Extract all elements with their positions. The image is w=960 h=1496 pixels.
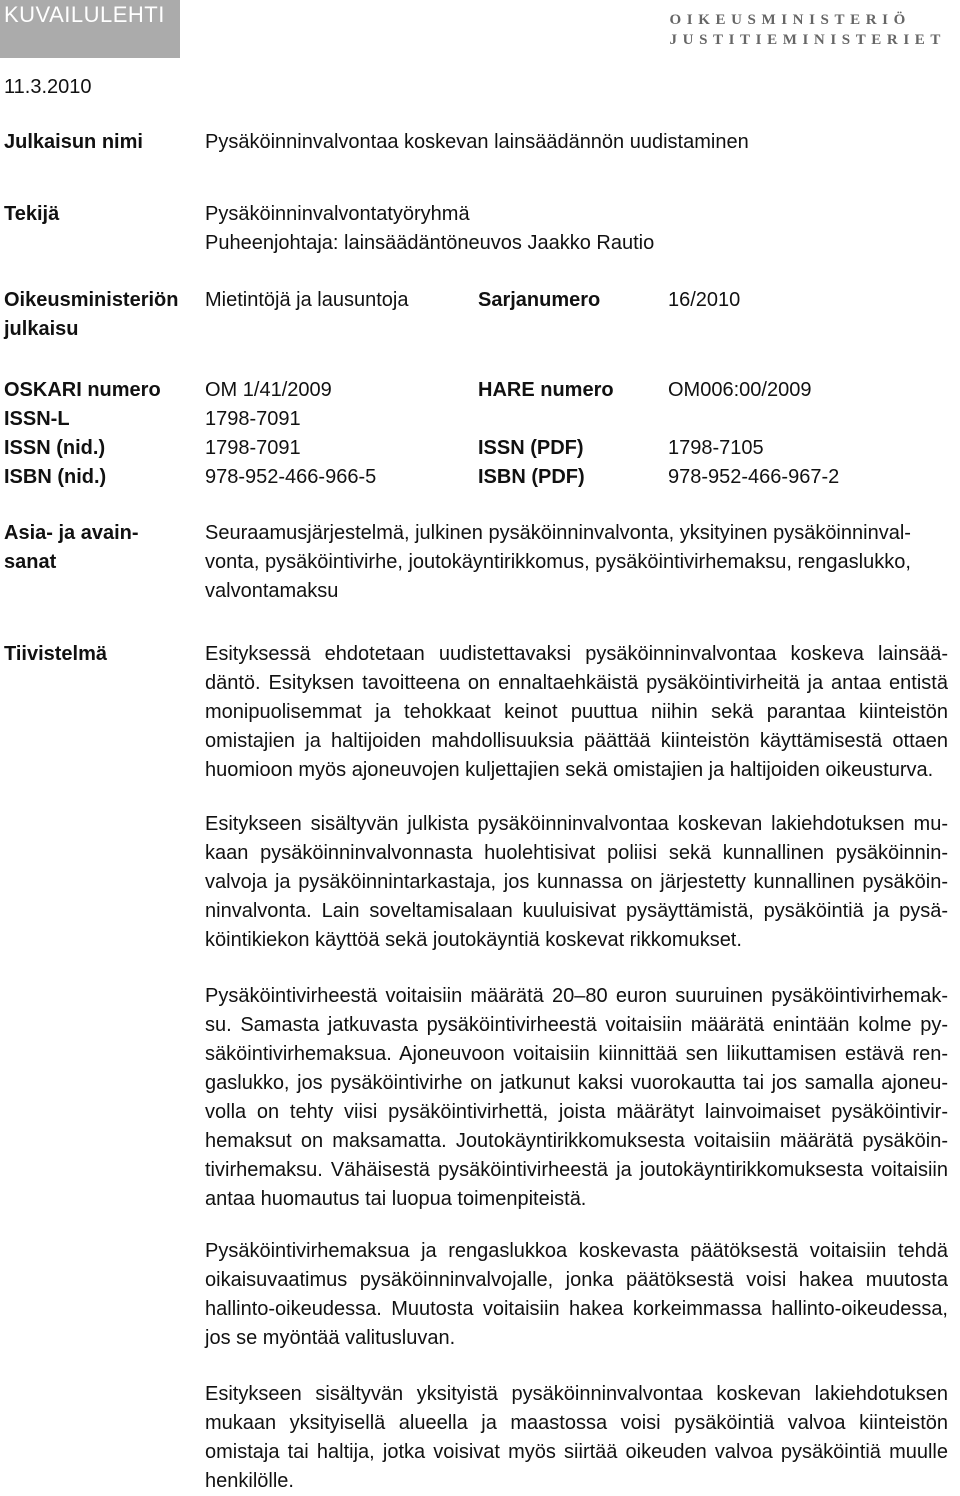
author-line-1: Pysäköinninvalvontatyöryhmä [205,203,470,225]
issn-pdf-label: ISSN (PDF) [478,437,584,459]
issnl-value: 1798-7091 [205,408,301,430]
abstract-paragraph-1: Esityksessä ehdotetaan uudistettavaksi pysäköinninvalvontaa koskeva lainsää-däntö. Esityksen tavoitteena on ennaltaehkäistä pysäköintivirheitä ja antaa entistä monipuolisemmat ja tehokkaat keinot puuttua niihin sekä parantaa kiinteistön omistajien ja haltijoiden mahdollisuuksia päättää kiinteistön käyttämisestä ottaen huomioon myös ajoneuvojen kuljettajien sekä omistajien ja haltijoiden oikeusturva. [205,643,948,781]
isbn-pdf-label: ISBN (PDF) [478,466,585,488]
abstract-paragraph-4: Pysäköintivirhemaksua ja rengaslukkoa koskevasta päätöksestä voitaisiin tehdä oikaisuvaatimus pysäköinninvalvojalle, jonka päätöksestä voisi hakea muutosta hallinto-oikeudessa. Muutosta voitaisiin hakea korkeimmassa hallinto-oikeudessa, jos se myöntää valitusluvan. [205,1240,948,1349]
document-date: 11.3.2010 [4,76,92,98]
series-number-label: Sarjanumero [478,289,601,311]
publication-name-value: Pysäköinninvalvontaa koskevan lainsäädännön uudistaminen [205,131,749,153]
issn-value: 1798-7091 [205,437,301,459]
issnl-label: ISSN-L [4,408,70,430]
isbn-label: ISBN (nid.) [4,466,107,488]
keywords-line-1: Seuraamusjärjestelmä, julkinen pysäköinninvalvonta, yksityinen pysäköinninval- [205,522,911,544]
keywords-label-line-2: sanat [4,551,57,573]
series-number-value: 16/2010 [668,289,741,311]
publication-name-label: Julkaisun nimi [4,131,143,153]
issn-label: ISSN (nid.) [4,437,106,459]
oskari-value: OM 1/41/2009 [205,379,332,401]
isbn-pdf-value: 978-952-466-967-2 [668,466,840,488]
issn-pdf-value: 1798-7105 [668,437,764,459]
author-label: Tekijä [4,203,60,225]
doc-type-title: KUVAILULEHTI [4,2,165,27]
ministry-name-fi: OIKEUSMINISTERIÖ [669,12,911,28]
oskari-label: OSKARI numero [4,379,161,401]
abstract-paragraph-2: Esitykseen sisältyvän julkista pysäköinninvalvontaa koskevan lakiehdotuksen mu-kaan pysäköinninvalvonnasta huolehtisivat poliisi sekä kunnallinen pysäköinnin-valvoja ja pysäköinnintarkastaja, jos kunnassa on järjestetty kunnallinen pysäköin-ninvalvonta. Lain soveltamisalaan kuuluisivat pysäyttämistä, pysäköintiä ja pysä-köintikiekon käyttöä sekä joutokäyntiä koskevat rikkomukset. [205,813,948,951]
isbn-value: 978-952-466-966-5 [205,466,377,488]
hare-label: HARE numero [478,379,614,401]
keywords-line-3: valvontamaksu [205,580,339,602]
series-value: Mietintöjä ja lausuntoja [205,289,409,311]
keywords-line-2: vonta, pysäköintivirhe, joutokäyntirikkomus, pysäköintivirhemaksu, rengaslukko, [205,551,911,573]
hare-value: OM006:00/2009 [668,379,812,401]
doc-type-banner [0,0,180,58]
author-line-2: Puheenjohtaja: lainsäädäntöneuvos Jaakko Rautio [205,232,655,254]
abstract-paragraph-5: Esitykseen sisältyvän yksityistä pysäköinninvalvontaa koskevan lakiehdotuksen mukaan yksityisellä alueella ja maastossa voisi pysäköintiä valvoa kiinteistön omistaja tai haltija, jotka voisivat myös siirtää oikeuden valvoa pysäköintiä muulle henkilölle. [205,1383,948,1492]
series-label-line-2: julkaisu [4,318,79,340]
abstract-label: Tiivistelmä [4,643,108,665]
series-label-line-1: Oikeusministeriön [4,289,179,311]
ministry-name-sv: JUSTITIEMINISTERIET [669,32,946,48]
abstract-paragraph-3: Pysäköintivirheestä voitaisiin määrätä 20–80 euron suuruinen pysäköintivirhemak-su. Samasta jatkuvasta pysäköintivirheestä voitaisiin määrätä enintään kolme py-säköintivirhemaksua. Ajoneuvoon voitaisiin kiinnittää sen liikuttamisen estävä ren-gaslukko, jos pysäköintivirhe on jatkunut kaksi vuorokautta tai jos samalla ajoneu-volla on tehty viisi pysäköintivirhettä, joista määrätyt lainvoimaiset pysäköintivir-hemaksut on maksamatta. Joutokäyntirikkomuksesta voitaisiin määrätä pysäköin-tivirhemaksu. Vähäisestä pysäköintivirheestä ja joutokäyntirikkomuksesta voitaisiin antaa huomautus tai luopua toimenpiteistä. [205,985,948,1210]
ministry-logo [670,10,946,50]
keywords-label-line-1: Asia- ja avain- [4,522,139,544]
